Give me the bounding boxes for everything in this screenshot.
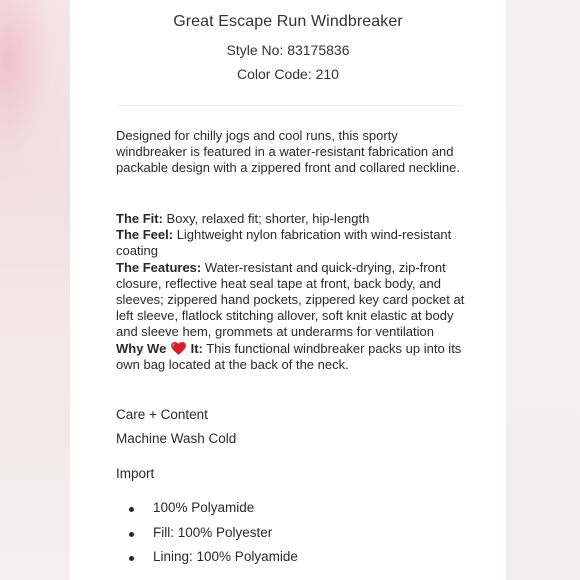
list-item xyxy=(116,500,298,525)
material-text: 100% Polyamide xyxy=(153,500,255,515)
product-description: Designed for chilly jogs and cool runs, this sporty windbreaker is featured in a water-resistant fabrication and packable design with a zippered front and collared neckline. xyxy=(116,128,460,175)
material-text: Lining: 100% Polyamide xyxy=(153,549,298,564)
product-info-card xyxy=(70,0,506,580)
care-heading: Care + Content xyxy=(116,407,208,422)
feel-label: The Feel: xyxy=(116,227,174,243)
features-label: The Features: xyxy=(116,259,202,275)
materials-list xyxy=(116,500,298,574)
feel-detail xyxy=(116,227,468,259)
why-label-post: It: xyxy=(190,340,203,356)
background-left xyxy=(0,0,70,580)
bullet-icon xyxy=(129,507,134,512)
list-item xyxy=(116,525,298,550)
bullet-icon xyxy=(129,556,134,561)
material-text: Fill: 100% Polyester xyxy=(153,524,273,540)
features-text: Water-resistant and quick-drying, zip-front closure, reflective heat seal tape at front, back body, and sleeves; zippered hand pockets, zippered key card pocket at left sleeve, flatlock stitching allover, soft knit elastic at body and sleeve hem, grommets at underarms for ventilation xyxy=(116,259,465,340)
background-glow xyxy=(0,0,70,200)
why-text: This functional windbreaker packs up into its own bag located at the back of the neck. xyxy=(116,340,462,372)
fit-text: Boxy, relaxed fit; shorter, hip-length xyxy=(162,211,370,226)
divider xyxy=(118,105,463,106)
heart-icon xyxy=(171,342,186,355)
style-number: Style No: 83175836 xyxy=(226,42,350,58)
list-item xyxy=(116,549,298,574)
product-details xyxy=(116,211,468,373)
bullet-icon xyxy=(129,532,134,537)
color-code: Color Code: 210 xyxy=(237,66,339,82)
why-detail xyxy=(116,341,468,373)
product-title: Great Escape Run Windbreaker xyxy=(173,13,403,30)
fit-detail xyxy=(116,211,468,227)
feel-text: Lightweight nylon fabrication with wind-resistant coating xyxy=(116,227,452,259)
wash-instruction: Machine Wash Cold xyxy=(116,431,237,446)
features-detail xyxy=(116,260,468,341)
fit-label: The Fit: xyxy=(116,211,163,226)
background-right xyxy=(505,0,580,580)
origin-label: Import xyxy=(116,466,155,481)
why-label-pre: Why We xyxy=(116,340,167,356)
